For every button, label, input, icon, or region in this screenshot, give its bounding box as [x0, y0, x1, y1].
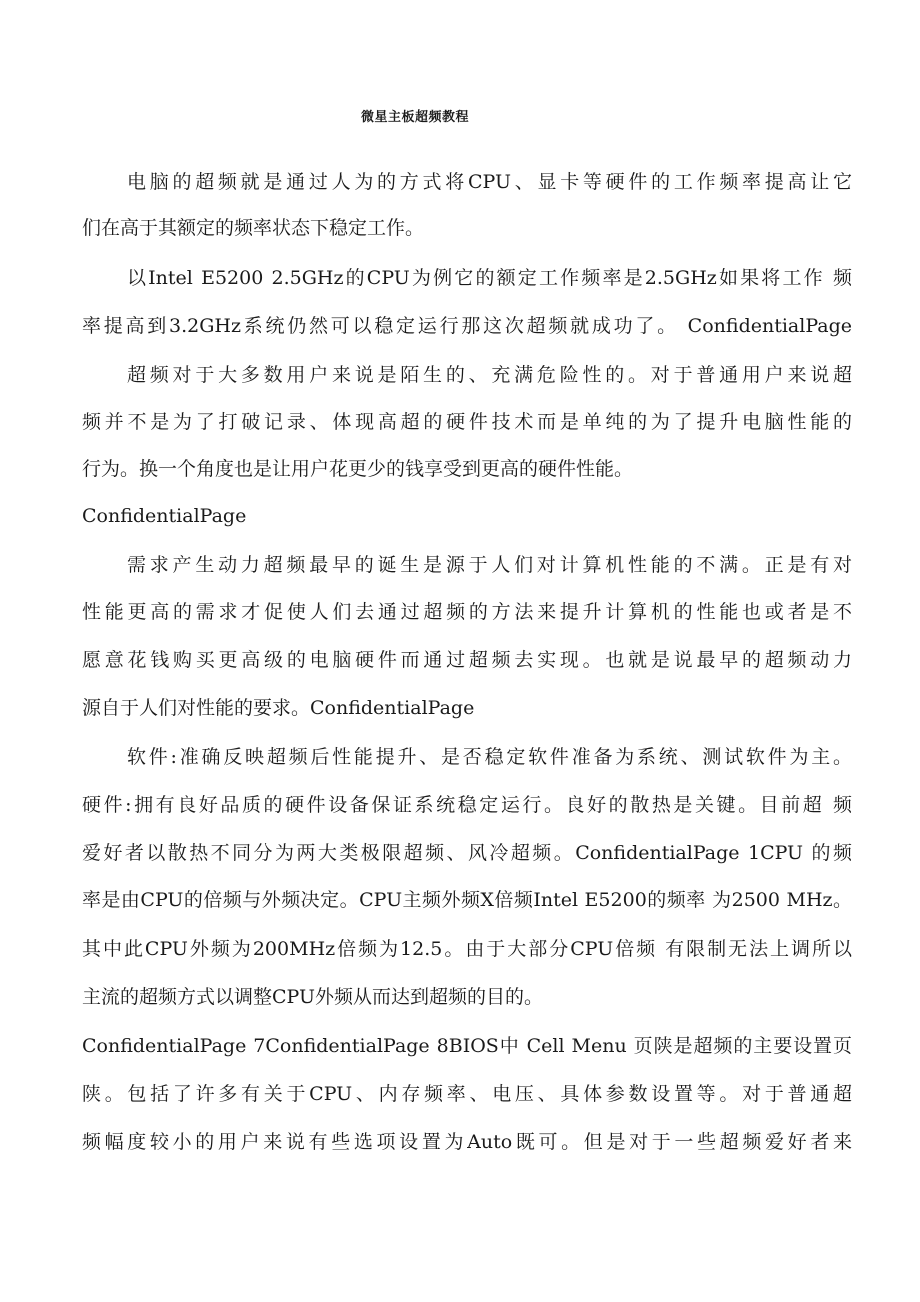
paragraph-line: 频幅度较小的用户来说有些选项设置为Auto既可。但是对于一些超频爱好者来: [82, 1131, 852, 1153]
paragraph-line: 频并不是为了打破记录、体现高超的硬件技术而是单纯的为了提升电脑性能的: [82, 411, 852, 433]
paragraph-line: 需求产生动力超频最早的诞生是源于人们对计算机性能的不满。正是有对: [127, 554, 852, 576]
paragraph-line: 性能更高的需求才促使人们去通过超频的方法来提升计算机的性能也或者是不: [82, 601, 852, 623]
paragraph-line: 陕。包括了许多有关于CPU、内存频率、电压、具体参数设置等。对于普通超: [82, 1083, 852, 1105]
paragraph-line: ConfidentialPage: [82, 505, 247, 527]
paragraph-line: ConfidentialPage 7ConfidentialPage 8BIOS中 Cell Menu 页陕是超频的主要设置页: [82, 1035, 852, 1057]
paragraph-line: 爱好者以散热不同分为两大类极限超频、风冷超频。ConfidentialPage 1CPU 的频: [82, 842, 852, 864]
paragraph-line: 其中此CPU外频为200MHz倍频为12.5。由于大部分CPU倍频 有限制无法上调所以: [82, 938, 852, 960]
paragraph-line: 率是由CPU的倍频与外频决定。CPU主频外频X倍频Intel E5200的频率 为2500 MHz。: [82, 889, 852, 911]
paragraph-line: 电脑的超频就是通过人为的方式将CPU、显卡等硬件的工作频率提高让它: [127, 171, 852, 193]
paragraph-line: 愿意花钱购买更高级的电脑硬件而通过超频去实现。也就是说最早的超频动力: [82, 649, 852, 671]
paragraph-line: 主流的超频方式以调整CPU外频从而达到超频的目的。: [82, 986, 544, 1008]
paragraph-line: 软件:准确反映超频后性能提升、是否稳定软件准备为系统、测试软件为主。: [127, 746, 852, 768]
paragraph-line: 硬件:拥有良好品质的硬件设备保证系统稳定运行。良好的散热是关键。目前超 频: [82, 794, 852, 816]
paragraph-line: 超频对于大多数用户来说是陌生的、充满危险性的。对于普通用户来说超: [127, 364, 852, 386]
document-title: 微星主板超频教程: [360, 110, 469, 125]
paragraph-line: 源自于人们对性能的要求。ConfidentialPage: [82, 697, 475, 719]
paragraph-line: 们在高于其额定的频率状态下稳定工作。: [82, 217, 425, 239]
paragraph-line: 率提高到3.2GHz系统仍然可以稳定运行那这次超频就成功了。 ConfidentialPage: [82, 315, 852, 337]
paragraph-line: 行为。换一个角度也是让用户花更少的钱享受到更高的硬件性能。: [82, 458, 634, 480]
paragraph-line: 以Intel E5200 2.5GHz的CPU为例它的额定工作频率是2.5GHz如果将工作 频: [127, 267, 852, 289]
